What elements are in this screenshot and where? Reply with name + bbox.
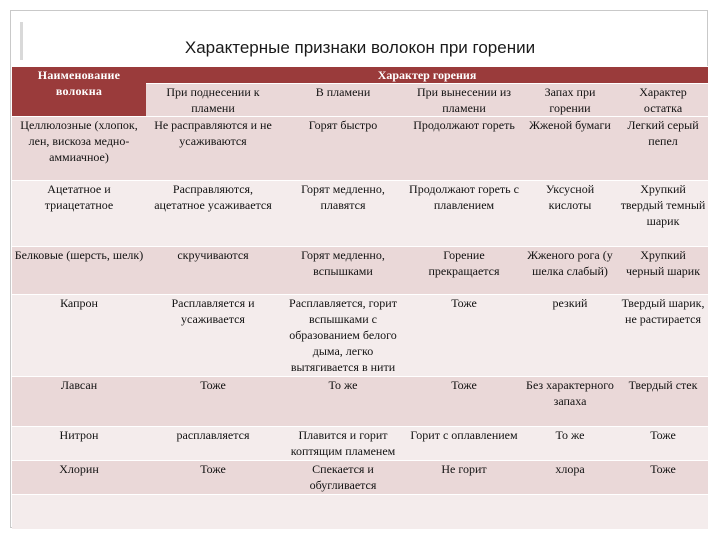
cell-residue: Хрупкий твердый темный шарик <box>618 181 708 247</box>
column-header-removed: При вынесении из пламени <box>406 84 522 117</box>
fiber-name: Лавсан <box>12 377 146 427</box>
fiber-name: Нитрон <box>12 427 146 461</box>
cell-removed: Горение прекращается <box>406 247 522 295</box>
page-title: Характерные признаки волокон при горении <box>184 38 536 57</box>
table-row <box>12 377 708 427</box>
column-header-in-flame: В пламени <box>280 84 406 117</box>
column-header-residue: Характер остатка <box>618 84 708 117</box>
cell-smell: Жженой бумаги <box>522 117 618 181</box>
empty-row <box>12 495 708 530</box>
fiber-name: Капрон <box>12 295 146 377</box>
cell-approach: Расплавляется и усаживается <box>146 295 280 377</box>
empty-cell <box>12 495 146 530</box>
cell-smell: То же <box>522 427 618 461</box>
cell-residue: Твердый стек <box>618 377 708 427</box>
table-header-row <box>12 67 708 84</box>
column-group-header: Характер горения <box>146 67 708 84</box>
cell-residue: Легкий серый пепел <box>618 117 708 181</box>
cell-approach: Тоже <box>146 461 280 495</box>
cell-smell: Жженого рога (у шелка слабый) <box>522 247 618 295</box>
cell-smell: хлора <box>522 461 618 495</box>
cell-in-flame: То же <box>280 377 406 427</box>
empty-cell <box>146 495 280 530</box>
empty-cell <box>280 495 406 530</box>
cell-residue: Хрупкий черный шарик <box>618 247 708 295</box>
cell-removed: Не горит <box>406 461 522 495</box>
cell-approach: Тоже <box>146 377 280 427</box>
fiber-burning-table <box>12 66 708 530</box>
cell-residue: Тоже <box>618 427 708 461</box>
cell-removed: Продолжают гореть с плавлением <box>406 181 522 247</box>
cell-in-flame: Горят медленно, плавятся <box>280 181 406 247</box>
cell-removed: Горит с оплавлением <box>406 427 522 461</box>
table-row <box>12 247 708 295</box>
empty-cell <box>522 495 618 530</box>
cell-residue: Тоже <box>618 461 708 495</box>
cell-in-flame: Горят быстро <box>280 117 406 181</box>
empty-cell <box>618 495 708 530</box>
table-row <box>12 181 708 247</box>
cell-smell: резкий <box>522 295 618 377</box>
column-header-name: Наименование волокна <box>12 67 146 117</box>
fiber-name: Хлорин <box>12 461 146 495</box>
table-row <box>12 461 708 495</box>
cell-in-flame: Расплавляется, горит вспышками с образованием белого дыма, легко вытягивается в нити <box>280 295 406 377</box>
cell-in-flame: Спекается и обугливается <box>280 461 406 495</box>
cell-removed: Тоже <box>406 295 522 377</box>
cell-approach: Расправляются, ацетатное усаживается <box>146 181 280 247</box>
cell-residue: Твердый шарик, не растирается <box>618 295 708 377</box>
empty-cell <box>406 495 522 530</box>
cell-smell: Без характерного запаха <box>522 377 618 427</box>
cell-in-flame: Плавится и горит коптящим пламенем <box>280 427 406 461</box>
cell-removed: Продолжают гореть <box>406 117 522 181</box>
table-row <box>12 295 708 377</box>
table-row <box>12 117 708 181</box>
cell-approach: скручиваются <box>146 247 280 295</box>
cell-approach: расплавляется <box>146 427 280 461</box>
cell-in-flame: Горят медленно, вспышками <box>280 247 406 295</box>
fiber-name: Ацетатное и триацетатное <box>12 181 146 247</box>
column-header-approach: При поднесении к пламени <box>146 84 280 117</box>
fiber-name: Белковые (шерсть, шелк) <box>12 247 146 295</box>
fiber-name: Целлюлозные (хлопок, лен, вискоза медно-аммиачное) <box>12 117 146 181</box>
cell-removed: Тоже <box>406 377 522 427</box>
table-row <box>12 427 708 461</box>
column-header-smell: Запах при горении <box>522 84 618 117</box>
cell-smell: Уксусной кислоты <box>522 181 618 247</box>
cell-approach: Не расправляются и не усаживаются <box>146 117 280 181</box>
